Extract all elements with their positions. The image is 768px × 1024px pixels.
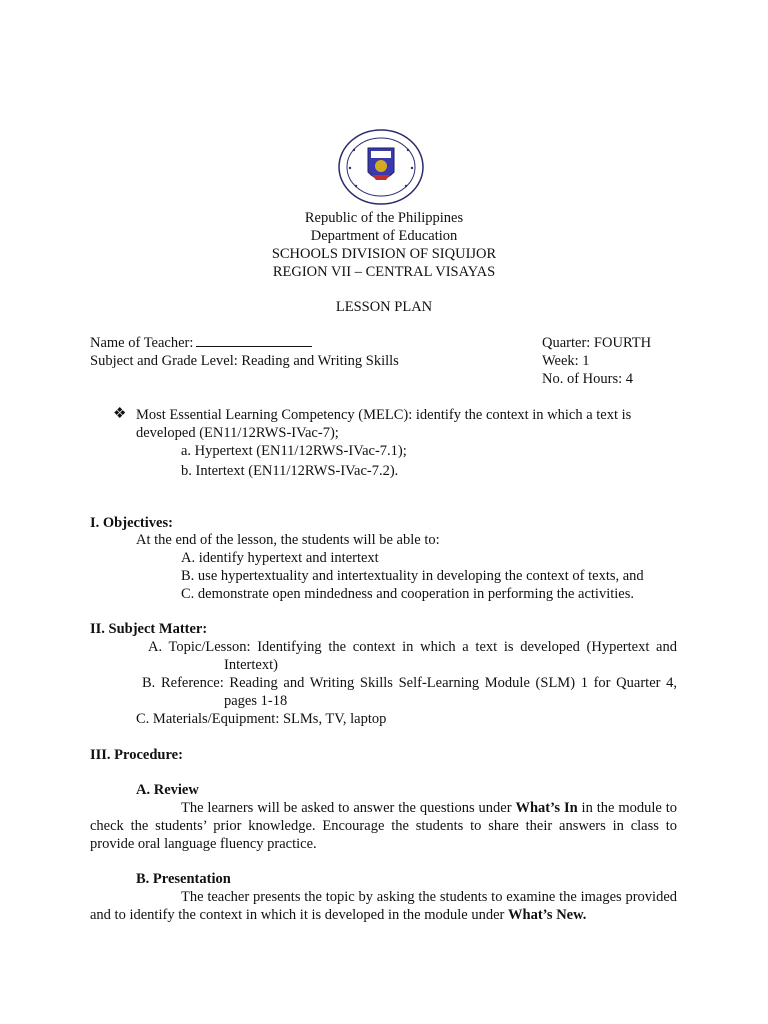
header-division: SCHOOLS DIVISION OF SIQUIJOR (271, 246, 497, 262)
presentation-paragraph (90, 888, 677, 924)
subject-grade-level: Subject and Grade Level: Reading and Writing Skills (90, 353, 399, 369)
melc-sub-b: b. Intertext (EN11/12RWS-IVac-7.2). (181, 463, 399, 479)
objective-b: B. use hypertextuality and intertextuality in developing the context of texts, and (181, 568, 644, 584)
objective-a: A. identify hypertext and intertext (181, 550, 379, 566)
document-title: LESSON PLAN (335, 299, 433, 315)
objectives-heading: I. Objectives: (90, 515, 173, 531)
deped-seal-logo (336, 128, 426, 206)
melc-line-1: Most Essential Learning Competency (MELC): identify the context in which a text is (136, 407, 632, 423)
header-department: Department of Education (310, 228, 458, 244)
teacher-name-field (90, 334, 312, 352)
presentation-heading: B. Presentation (136, 871, 231, 887)
reference-line-2: pages 1-18 (224, 693, 288, 709)
week-label: Week: 1 (542, 353, 590, 369)
review-text-2: in the module to check the students’ prior knowledge. Encourage the students to share their answers in class to provide oral language fluency practice. (90, 800, 677, 852)
teacher-name-blank (196, 334, 312, 347)
header-region: REGION VII – CENTRAL VISAYAS (272, 264, 496, 280)
topic-line-2: Intertext) (224, 657, 278, 673)
procedure-heading: III. Procedure: (90, 747, 183, 763)
melc-line-2: developed (EN11/12RWS-IVac-7); (136, 425, 339, 441)
header-republic: Republic of the Philippines (304, 210, 464, 226)
objective-c: C. demonstrate open mindedness and cooperation in performing the activities. (181, 586, 635, 602)
melc-bullet-icon: ❖ (113, 406, 127, 422)
teacher-label: Name of Teacher: (90, 335, 194, 351)
melc-sub-a: a. Hypertext (EN11/12RWS-IVac-7.1); (181, 443, 407, 459)
review-paragraph (90, 799, 677, 853)
review-heading: A. Review (136, 782, 199, 798)
review-text-bold: What’s In (515, 800, 578, 816)
presentation-text-1: The teacher presents the topic by asking the students to examine the images provided and to identify the context in which it is developed in the module under (90, 889, 677, 923)
subject-matter-heading: II. Subject Matter: (90, 621, 208, 637)
reference-line-1: B. Reference: Reading and Writing Skills Self-Learning Module (SLM) 1 for Quarter 4, (142, 675, 677, 691)
hours-label: No. of Hours: 4 (542, 371, 634, 387)
quarter-label: Quarter: FOURTH (542, 335, 652, 351)
topic-line-1: A. Topic/Lesson: Identifying the context in which a text is developed (Hypertext and (148, 639, 677, 655)
materials-line: C. Materials/Equipment: SLMs, TV, laptop (136, 711, 387, 727)
review-text-1: The learners will be asked to answer the questions under (181, 800, 516, 816)
objectives-intro: At the end of the lesson, the students will be able to: (136, 532, 440, 548)
presentation-text-bold: What’s New. (508, 907, 587, 923)
